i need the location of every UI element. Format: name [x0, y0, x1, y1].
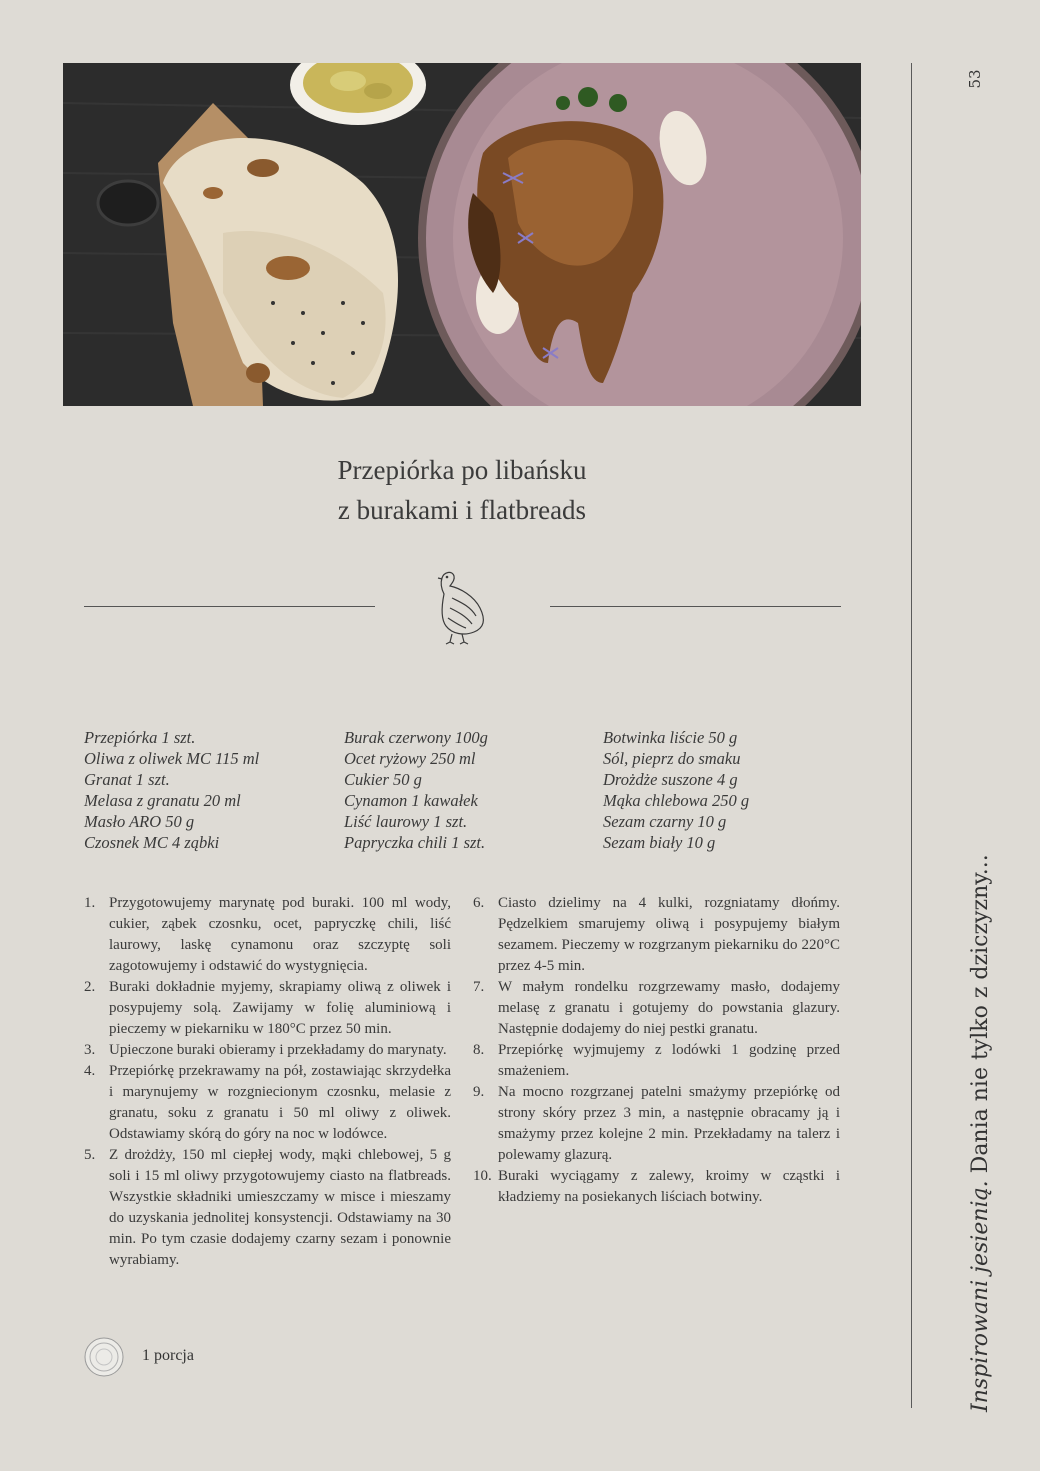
step-text: Z drożdży, 150 ml ciepłej wody, mąki chlebowej, 5 g soli i 15 ml oliwy przygotowujemy ciasto na flatbreads. Wszystkie składniki umieszczamy w misce i mieszamy do uzyskania jednolitej konsystencji. Odstawiamy na 30 min. Po tym czasie dodajemy czarny sezam i ponownie wyrabiamy.: [109, 1147, 451, 1268]
step-item: [84, 1040, 451, 1061]
recipe-title-line1: Przepiórka po libańsku: [337, 455, 587, 485]
step-number: 9.: [473, 1084, 485, 1100]
plate-icon: [84, 1337, 124, 1377]
step-text: Buraki wyciągamy z zalewy, kroimy w cząstki i kładziemy na posiekanych liściach botwiny.: [498, 1168, 840, 1205]
hero-food-photo: [63, 63, 861, 406]
steps-column-left: [84, 893, 451, 1271]
steps-column-right: [473, 893, 840, 1208]
step-text: W małym rondelku rozgrzewamy masło, dodajemy melasę z granatu i gotujemy do powstania glazury. Następnie dodajemy do niej pestki granatu.: [498, 979, 840, 1037]
step-number: 1.: [84, 895, 96, 911]
section-title-rest: Dania nie tylko z dziczyzny...: [968, 854, 993, 1181]
ingredient-item: Papryczka chili 1 szt.: [344, 833, 486, 852]
step-number: 7.: [473, 979, 485, 995]
ingredient-item: Melasa z granatu 20 ml: [84, 791, 241, 810]
step-item: [473, 977, 840, 1040]
section-title-italic: Inspirowani jesienią.: [968, 1180, 993, 1412]
page-number: 53: [966, 69, 984, 89]
ingredient-item: Sezam czarny 10 g: [603, 812, 727, 831]
section-title-vertical: [968, 854, 993, 1412]
step-number: 8.: [473, 1042, 485, 1058]
recipe-title: [200, 450, 724, 530]
step-number: 3.: [84, 1042, 96, 1058]
ingredient-item: Botwinka liście 50 g: [603, 728, 738, 747]
ingredient-item: Przepiórka 1 szt.: [84, 728, 196, 747]
step-number: 5.: [84, 1147, 96, 1163]
ingredient-item: Granat 1 szt.: [84, 770, 170, 789]
step-text: Przepiórkę przekrawamy na pół, zostawiając skrzydełka i marynujemy w rozgniecionym czosnku, melasie z granatu, soku z granatu i 50 ml oliwy z oliwek. Odstawiamy skórą do góry na noc w lodówce.: [109, 1063, 451, 1142]
step-item: [473, 1166, 840, 1208]
ingredient-item: Drożdże suszone 4 g: [603, 770, 738, 789]
ingredient-item: Burak czerwony 100g: [344, 728, 488, 747]
step-text: Przygotowujemy marynatę pod buraki. 100 ml wody, cukier, ząbek czosnku, ocet, papryczkę chili, liść laurowy, laskę cynamonu oraz szczyptę soli zagotowujemy i odstawić do wystygnięcia.: [109, 895, 451, 974]
ingredient-item: Liść laurowy 1 szt.: [344, 812, 468, 831]
quail-icon: [430, 568, 492, 646]
step-number: 2.: [84, 979, 96, 995]
ingredient-item: Cukier 50 g: [344, 770, 422, 789]
step-item: [84, 1145, 451, 1271]
step-number: 4.: [84, 1063, 96, 1079]
step-text: Ciasto dzielimy na 4 kulki, rozgniatamy dłońmy. Pędzelkiem smarujemy oliwą i posypujemy białym sezamem. Pieczemy w rozgrzanym piekarniku do 220°C przez 4-5 min.: [498, 895, 840, 974]
step-text: Na mocno rozgrzanej patelni smażymy przepiórkę od strony skóry przez 3 min, a następnie obracamy ją i smażymy przez kolejne 2 min. Przekładamy na talerz i polewamy glazurą.: [498, 1084, 840, 1163]
divider-left: [84, 606, 375, 607]
step-text: Przepiórkę wyjmujemy z lodówki 1 godzinę przed smażeniem.: [498, 1042, 840, 1079]
ingredient-item: Sól, pieprz do smaku: [603, 749, 741, 768]
step-item: [473, 1040, 840, 1082]
ingredient-item: Mąka chlebowa 250 g: [603, 791, 750, 810]
ingredient-item: Ocet ryżowy 250 ml: [344, 749, 476, 768]
ingredients-column-2: [344, 727, 488, 853]
ingredient-item: Masło ARO 50 g: [84, 812, 195, 831]
step-text: Buraki dokładnie myjemy, skrapiamy oliwą z oliwek i posypujemy solą. Zawijamy w folię aluminiową i pieczemy w piekarniku w 180°C przez 50 min.: [109, 979, 451, 1037]
ingredient-item: Oliwa z oliwek MC 115 ml: [84, 749, 260, 768]
divider-right: [550, 606, 841, 607]
vertical-rule: [911, 63, 912, 1408]
step-item: [84, 1061, 451, 1145]
step-item: [84, 977, 451, 1040]
ingredient-item: Cynamon 1 kawałek: [344, 791, 478, 810]
step-number: 10.: [473, 1168, 492, 1184]
step-item: [84, 893, 451, 977]
ingredients-column-1: [84, 727, 259, 853]
step-item: [473, 893, 840, 977]
recipe-title-line2: z burakami i flatbreads: [337, 495, 587, 525]
ingredient-item: Sezam biały 10 g: [603, 833, 716, 852]
portion-label: 1 porcja: [142, 1347, 194, 1364]
ingredients-column-3: [603, 727, 749, 853]
step-number: 6.: [473, 895, 485, 911]
ingredient-item: Czosnek MC 4 ząbki: [84, 833, 220, 852]
step-item: [473, 1082, 840, 1166]
step-text: Upieczone buraki obieramy i przekładamy do marynaty.: [109, 1042, 447, 1058]
